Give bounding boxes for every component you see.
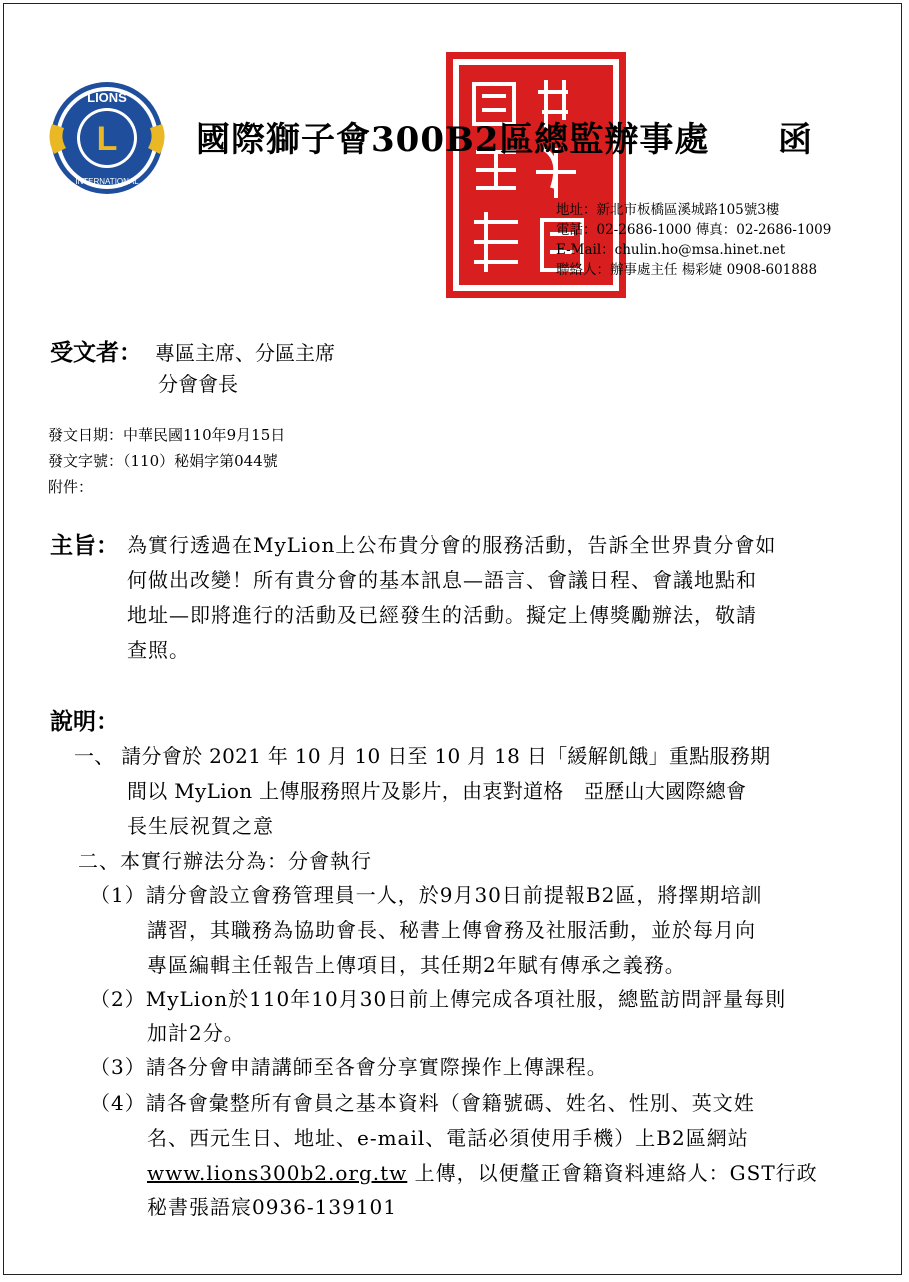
sub-4-line-2: 名、西元生日、地址、e-mail、電話必須使用手機）上B2區網站	[147, 1126, 749, 1150]
subject-line-1: 為實行透過在MyLion上公布貴分會的服務活動，告訴全世界貴分會如	[127, 533, 777, 557]
svg-text:INTERNATIONAL: INTERNATIONAL	[75, 177, 139, 186]
sub-4-line-4: 秘書張語宸0936-139101	[147, 1195, 398, 1219]
item-2: 二、本實行辦法分為：分會執行	[78, 849, 372, 873]
sub-4-line-1: （4）請各會彙整所有會員之基本資料（會籍號碼、姓名、性別、英文姓	[90, 1091, 755, 1115]
issue-number: 發文字號：（110）秘娟字第044號	[48, 452, 278, 470]
item-1-line-1: 一、 請分會於 2021 年 10 月 10 日至 10 月 18 日「緩解飢餓」重點服務期	[74, 744, 771, 768]
sub-4-line-3	[147, 1157, 818, 1186]
subject-line-2: 何做出改變！所有貴分會的基本訊息—語言、會議日程、會議地點和	[127, 568, 757, 592]
sub-4-line-3-text: 上傳，以便釐正會籍資料連絡人：GST行政	[407, 1161, 818, 1185]
contact-phone: 電話：02-2686-1000 傳真：02-2686-1009	[556, 222, 832, 238]
website-link[interactable]: www.lions300b2.org.tw	[147, 1161, 408, 1185]
document-type: 函	[778, 120, 812, 160]
sub-1-line-1: （1）請分會設立會務管理員一人，於9月30日前提報B2區，將擇期培訓	[90, 883, 763, 907]
recipient-line-1: 專區主席、分區主席	[155, 341, 335, 365]
issue-date: 發文日期：中華民國110年9月15日	[48, 426, 286, 444]
subject-line-3: 地址—即將進行的活動及已經發生的活動。擬定上傳獎勵辦法，敬請	[127, 603, 757, 627]
subject-label: 主旨：	[50, 532, 119, 559]
sub-3: （3）請各分會申請講師至各會分享實際操作上傳課程。	[90, 1055, 608, 1079]
subject-line-4: 查照。	[127, 638, 190, 662]
attachment: 附件：	[48, 478, 94, 496]
lions-logo	[44, 80, 170, 196]
svg-text:L: L	[96, 120, 118, 158]
contact-email: E-Mail：chulin.ho@msa.hinet.net	[556, 242, 786, 258]
explanation-label: 說明：	[50, 708, 119, 735]
sub-2-line-1: （2）MyLion於110年10月30日前上傳完成各項社服，總監訪問評量每則	[90, 987, 787, 1011]
svg-text:LIONS: LIONS	[87, 90, 127, 105]
recipient-line-2: 分會會長	[158, 372, 238, 396]
document-title: 國際獅子會300B2區總監辦事處	[196, 120, 710, 160]
item-1-line-3: 長生辰祝賀之意	[127, 814, 274, 838]
sub-2-line-2: 加計2分。	[147, 1021, 245, 1045]
sub-1-line-2: 講習，其職務為協助會長、秘書上傳會務及社服活動，並於每月向	[147, 918, 756, 942]
recipient-label: 受文者：	[50, 339, 142, 366]
item-1-line-2: 間以 MyLion 上傳服務照片及影片，由衷對道格 亞歷山大國際總會	[127, 779, 747, 803]
sub-1-line-3: 專區編輯主任報告上傳項目，其任期2年賦有傳承之義務。	[147, 953, 686, 977]
contact-address: 地址：新北市板橋區溪城路105號3樓	[556, 202, 780, 218]
contact-person: 聯絡人：辦事處主任 楊彩婕 0908-601888	[556, 262, 818, 278]
